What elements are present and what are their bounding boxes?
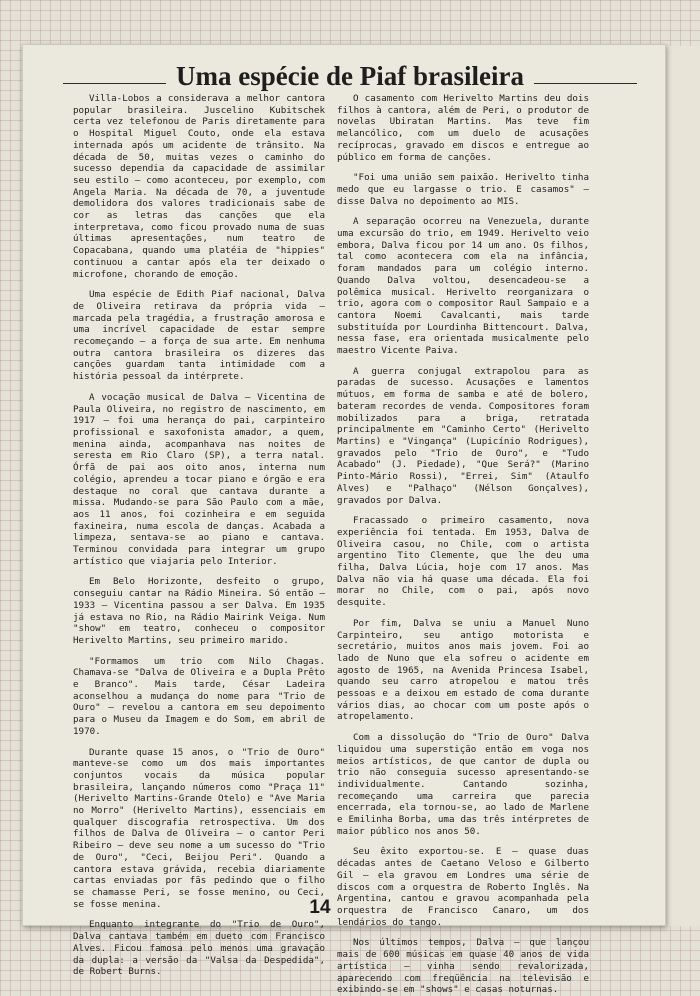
right-column <box>337 93 589 996</box>
paragraph: "Formamos um trio com Nilo Chagas. Chamava-se "Dalva de Oliveira e a Dupla Prêto e Branco". Mais tarde, César Ladeira aconselhou a mudança do nome para "Trio de Ouro" — revelou a cantora em seu depoimento para o Museu da Imagem e do Som, em abril de 1970. <box>73 655 325 737</box>
magazine-page <box>22 44 666 996</box>
paragraph: Fracassado o primeiro casamento, nova experiência foi tentada. Em 1953, Dalva de Oliveira casou, no Chile, com o artista argentino Tito Clemente, que lhe deu uma filha, Dalva Lúcia, hoje com 17 anos. Mas Dalva não via há quase uma década. Ela foi morar no Chile, com o pai, após novo desquite. <box>337 515 589 609</box>
paragraph: A vocação musical de Dalva — Vicentina de Paula Oliveira, no registro de nascimento, em 1917 — foi uma herança do pai, carpinteiro profissional e saxofonista amador, a quem, menina ainda, acompanhava nas noites de seresta em Rio Claro (SP), a terra natal. Órfã de pai aos oito anos, interna num colégio, aprendeu a tocar piano e órgão e era destaque no coral que cantava durante a missa. Mudando-se para São Paulo com a mãe, aos 11 anos, foi cozinheira e em seguida faxineira, numa escola de danças. Acabada a limpeza, sentava-se ao piano e cantava. Terminou convidada para integrar um grupo artístico que viajaria pelo Interior. <box>73 391 325 567</box>
paragraph: Enquanto integrante do "Trio de Ouro", Dalva cantava também em dueto com Francisco Alves. Ficou famosa pelo menos uma gravação da dupla: a versão da "Valsa da Despedida", de Robert Burns. <box>73 919 325 978</box>
paragraph: Com a dissolução do "Trio de Ouro" Dalva liquidou uma superstição então em voga nos meios artísticos, de que cantor de dupla ou trio não conseguia sucesso apresentando-se individualmente. Cantando sozinha, recomeçando uma carreira que parecia encerrada, ela tornou-se, ao lado de Marlene e Emilinha Borba, uma das três intérpretes de maior público nos anos 50. <box>337 732 589 837</box>
paragraph: Durante quase 15 anos, o "Trio de Ouro" manteve-se como um dos mais importantes conjuntos vocais da música popular brasileira, lançando números como "Praça 11" (Herivelto Martins-Grande Otelo) e "Ave Maria no Morro" (Herivelto Martins), essenciais em qualquer discografia retrospectiva. Um dos filhos de Dalva de Oliveira — o cantor Peri Ribeiro — deve seu nome a um sucesso do "Trio de Ouro", "Ceci, Beijou Peri". Quando a cantora estava grávida, recebia diariamente cartas enviadas por fãs pedindo que o filho se chamasse Peri, se fosse menino, ou Ceci, se fosse menina. <box>73 746 325 910</box>
paragraph: O casamento com Herivelto Martins deu dois filhos à cantora, além de Peri, o produtor de novelas Ubiratan Martins. Mas teve fim melancólico, com um duelo de acusações recíprocas, gravado em discos e entregue ao público em forma de canções. <box>337 93 589 163</box>
title-row <box>63 59 637 93</box>
title-rule-left <box>63 83 166 84</box>
paragraph: A guerra conjugal extrapolou para as paradas de sucesso. Acusações e lamentos mútuos, em forma de samba e até de bolero, bateram recordes de venda. Compositores foram mobilizados para a briga, retratada principalmente em "Caminho Certo" (Herivelto Martins) e "Vingança" (Lupicínio Rodrigues), gravados pelo "Trio de Ouro", e "Tudo Acabado" (J. Piedade), "Que Será?" (Marino Pinto-Mário Rossi), "Errei, Sim" (Ataulfo Alves) e "Palhaço" (Nélson Gonçalves), gravados por Dalva. <box>337 365 589 506</box>
next-page-edge <box>662 46 700 926</box>
paragraph: Nos últimos tempos, Dalva — que lançou mais de 600 músicas em quase 40 anos de vida artística — vinha sendo revalorizada, aparecendo com freqüência na televisão e exibindo-se em "shows" e casas noturnas. <box>337 937 589 996</box>
paragraph: "Foi uma união sem paixão. Herivelto tinha medo que eu largasse o trio. E casamos" — disse Dalva no depoimento ao MIS. <box>337 172 589 207</box>
article-title: Uma espécie de Piaf brasileira <box>176 60 524 91</box>
paragraph: Villa-Lobos a considerava a melhor cantora popular brasileira. Juscelino Kubitschek certa vez telefonou de Paris diretamente para o Hospital Miguel Couto, onde ela estava internada após um acidente de trânsito. Na década de 50, muitas vezes o caminho do sucesso dependia da capacidade de assimilar seu estilo — como aconteceu, por exemplo, com Angela Maria. Na década de 70, a juventude demolidora dos valores tradicionais sabe de cor as letras das canções que ela interpretava, como ficou provado numa de suas últimas apresentações, num teatro de Copacabana, quando uma platéia de "hippies" continuou a cantar após ela ter deixado o microfone, chorando de emoção. <box>73 93 325 280</box>
paragraph: A separação ocorreu na Venezuela, durante uma excursão do trio, em 1949. Herivelto veio embora, Dalva ficou por 14 um ano. Os filhos, tal como acontecera com ela na infância, foram mandados para um colégio interno. Quando Dalva voltou, desencadeou-se a polêmica musical. Herivelto reorganizara o trio, agora com o compositor Raul Sampaio e a cantora Noemi Cavalcanti, mais tarde substituída por Lourdinha Bittencourt. Dalva, nessa fase, era orientada musicalmente pelo maestro Vicente Paiva. <box>337 216 589 357</box>
paragraph: Em Belo Horizonte, desfeito o grupo, conseguiu cantar na Rádio Mineira. Só então — 1933 — Vicentina passou a ser Dalva. Em 1935 já estava no Rio, na Rádio Mairink Veiga. Num "show" em teatro, conheceu o compositor Herivelto Martins, seu primeiro marido. <box>73 576 325 646</box>
title-rule-right <box>534 83 637 84</box>
paragraph: Por fim, Dalva se uniu a Manuel Nuno Carpinteiro, seu antigo motorista e secretário, muitos anos mais jovem. Foi ao lado de Nuno que ela sofreu o acidente em agosto de 1965, na Avenida Princesa Isabel, quando seu carro atropelou e matou três pessoas e a deixou em estado de coma durante vários dias, ao chocar com um poste após o atropelamento. <box>337 617 589 723</box>
paragraph: Uma espécie de Edith Piaf nacional, Dalva de Oliveira retirava da própria vida — marcada pela tragédia, a frustração amorosa e uma incrível capacidade de estar sempre recomeçando — a força de sua arte. Em nenhuma outra cantora brasileira os dizeres das canções guardam tanta intimidade com a história pessoal da intérprete. <box>73 289 325 383</box>
page-number: 14 <box>309 897 331 918</box>
paragraph: Seu êxito exportou-se. E — quase duas décadas antes de Caetano Veloso e Gilberto Gil — ela gravou em Londres uma série de discos com a orquestra de Roberto Inglês. Na Argentina, cantou e gravou acompanhada pela orquestra de Francisco Canaro, um dos lendários do tango. <box>337 846 589 928</box>
